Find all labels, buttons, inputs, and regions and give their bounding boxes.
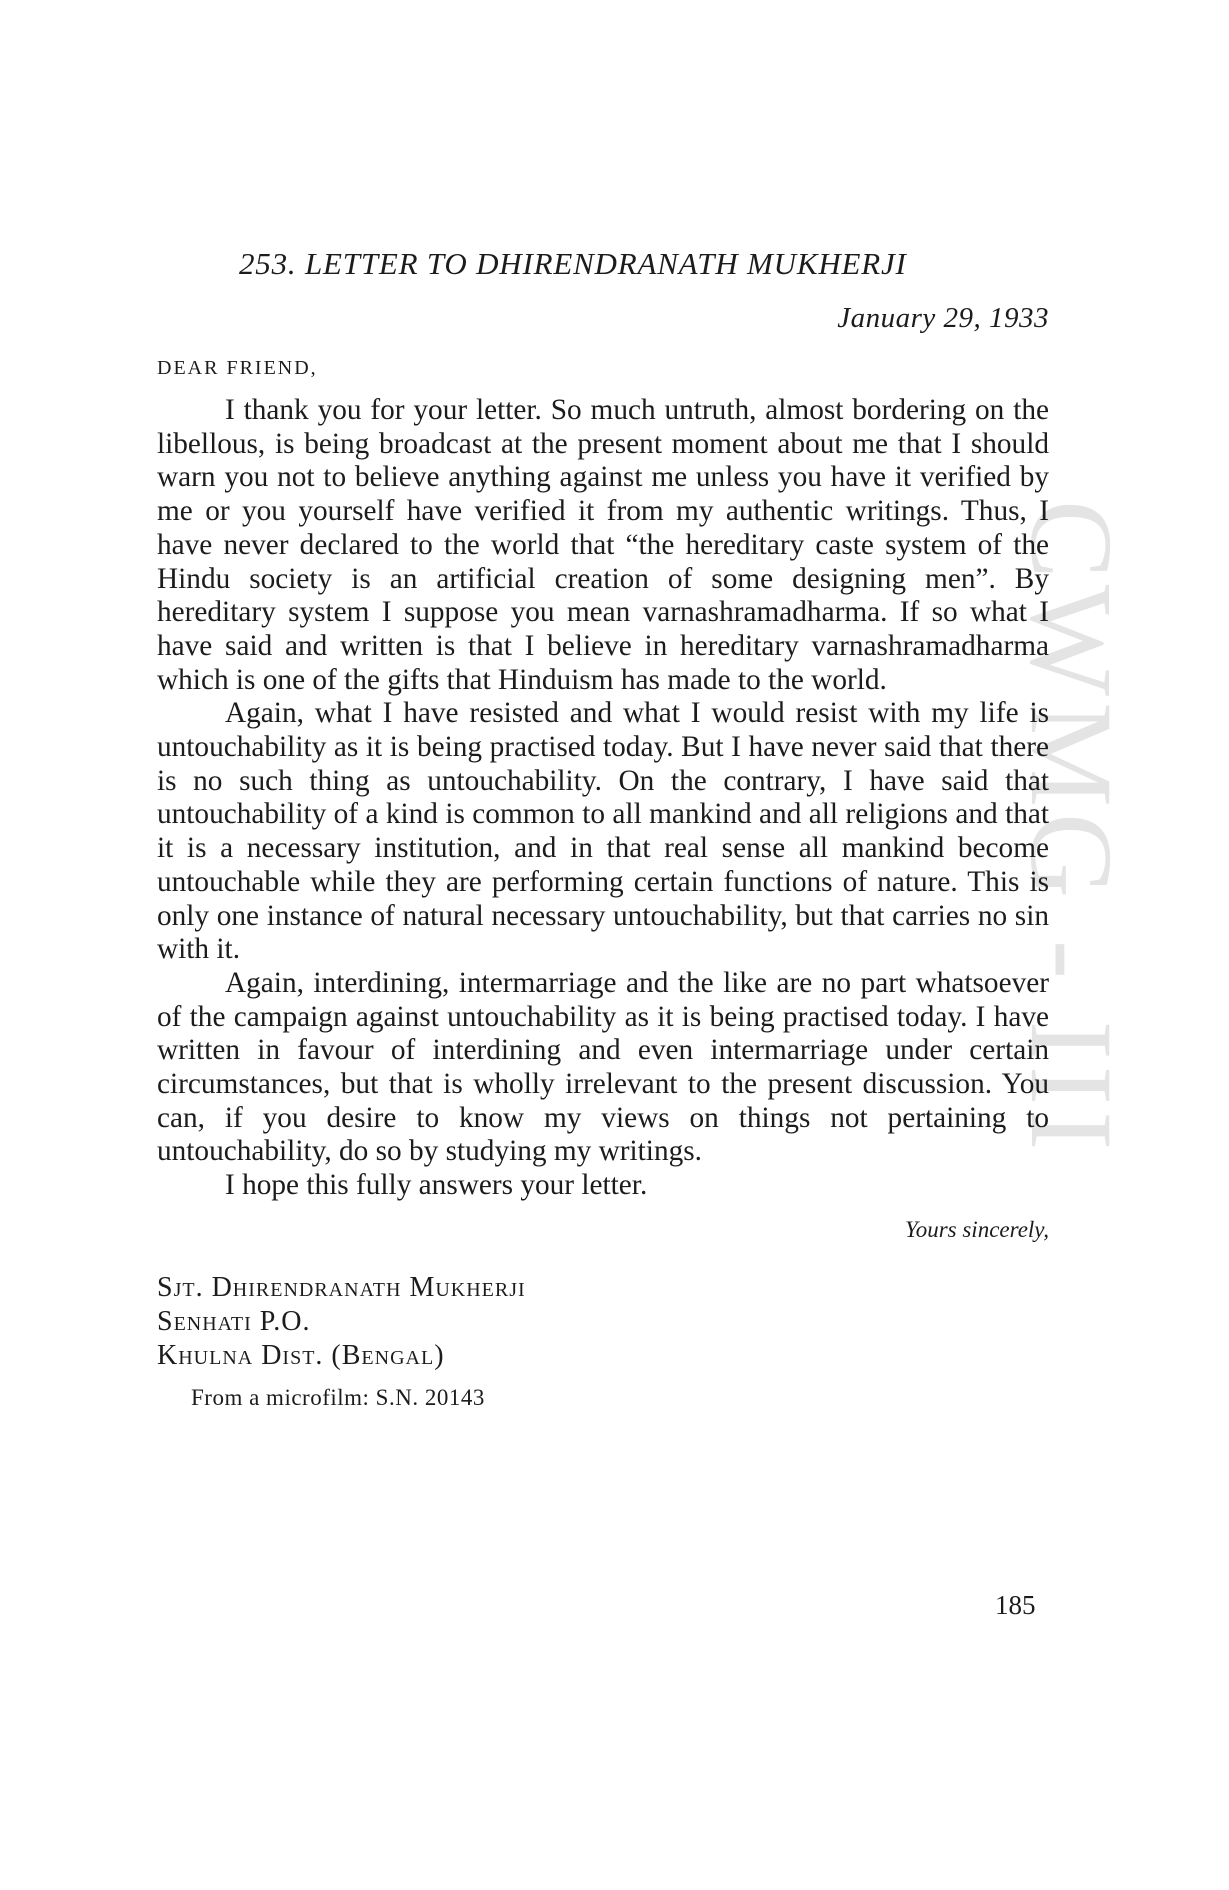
salutation: DEAR FRIEND, [157, 357, 318, 379]
page-number: 185 [995, 1590, 1036, 1620]
address-line: Khulna Dist. (Bengal) [157, 1339, 445, 1371]
letter-page [157, 246, 1049, 1411]
letter-paragraph: Again, what I have resisted and what I would resist with my life is untouchability as it is being practised today. But I have never said that there is no such thing as untouchability. On the contrary, I have said that untouchability of a kind is common to all mankind and all religions and that it is a necessary institution, and in that real sense all mankind become untouchable while they are performing certain functions of nature. This is only one instance of natural necessary untouchability, but that carries no sin with it. [157, 697, 1049, 966]
letter-paragraph: Again, interdining, intermarriage and the like are no part whatsoever of the campaign against untouchability as it is being practised today. I have written in favour of interdining and even intermarriage under certain circumstances, but that is wholly irrelevant to the present discussion. You can, if you desire to know my views on things not pertaining to untouchability, do so by studying my writings. [157, 966, 1049, 1168]
letter-date: January 29, 1933 [837, 302, 1049, 334]
letter-paragraph: I thank you for your letter. So much untruth, almost bordering on the libellous, is being broadcast at the present moment about me that I should warn you not to believe anything against me unless you have it verified by me or you yourself have verified it from my authentic writings. Thus, I have never declared to the world that “the hereditary caste system of the Hindu society is an artificial creation of some designing men”. By hereditary system I suppose you mean varnashramadharma. If so what I have said and written is that I believe in hereditary varnashramadharma which is one of the gifts that Hinduism has made to the world. [157, 394, 1049, 696]
letter-paragraph: I hope this fully answers your letter. [225, 1169, 648, 1202]
address-line: Senhati P.O. [157, 1305, 311, 1337]
address-line: Sjt. Dhirendranath Mukherji [157, 1271, 526, 1303]
letter-title: 253. LETTER TO DHIRENDRANATH MUKHERJI [239, 246, 907, 281]
watermark: CWMG - III [1006, 500, 1137, 1157]
closing: Yours sincerely, [905, 1216, 1049, 1242]
recipient-address [157, 1271, 1049, 1373]
source-note: From a microfilm: S.N. 20143 [191, 1384, 485, 1410]
